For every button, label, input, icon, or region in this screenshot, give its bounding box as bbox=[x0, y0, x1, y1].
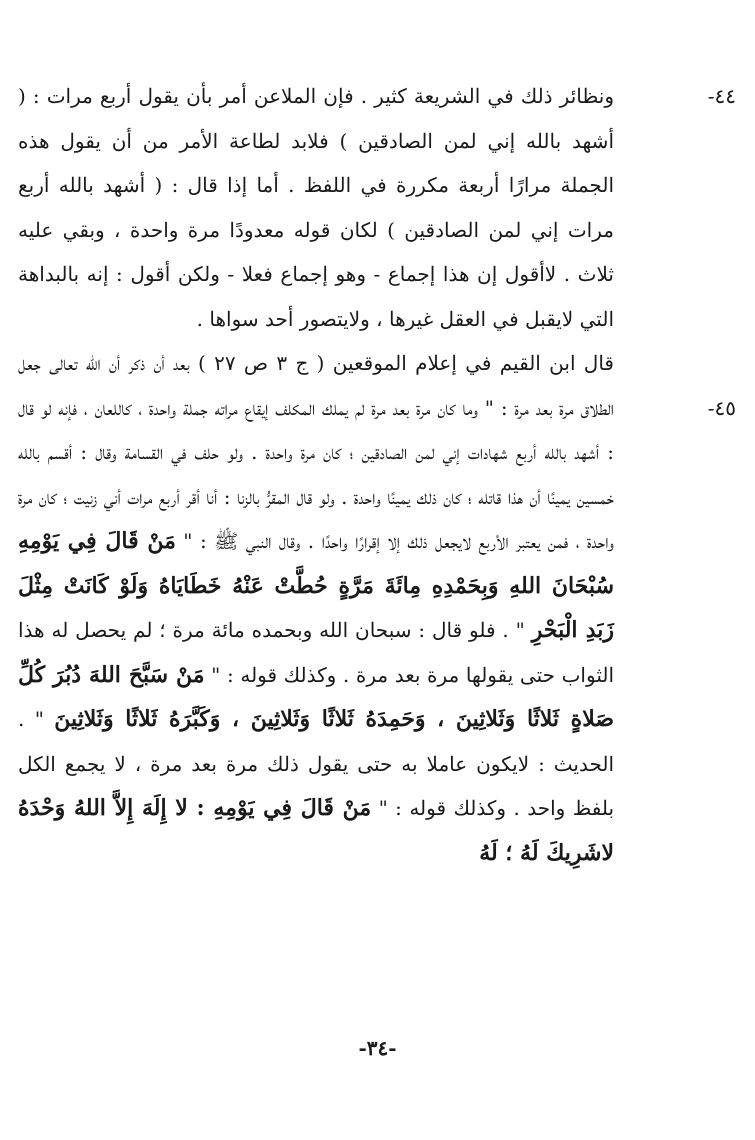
body-text bbox=[18, 74, 614, 875]
hadith-quote-1: مَنْ قَالَ فِي يَوْمِهِ سُبْحَانَ اللهِ وَبِحَمْدِهِ مِائَةَ مَرَّةٍ حُطَّتْ عَنْهُ خَطَايَاهُ وَلَوْ كَانَتْ مِثْلَ زَبَدِ الْبَحْرِ bbox=[18, 528, 614, 643]
hadith-quote-3: مَنْ قَالَ فِي يَوْمِهِ : لا إِلَهَ إِلاَّ اللهُ وَحْدَهُ لاشَرِيكَ لَهُ ؛ لَهُ bbox=[18, 795, 614, 866]
paragraph-number-45: ٤٥- bbox=[707, 395, 736, 420]
paragraph-45-text-3: " . الحديث : لايكون عاملا به حتى يقول ذلك مرة بعد مرة ، لا يجمع الكل بلفظ واحد . وكذلك قوله : " bbox=[18, 707, 615, 820]
paragraph-number-44: ٤٤- bbox=[707, 84, 736, 108]
paragraph-45-text-2: " . فلو قال : سبحان الله وبحمده مائة مرة ؛ لم يحصل له هذا الثواب حتى يقولها مرة بعد مرة . وكذلك قوله : " bbox=[18, 618, 615, 687]
page-number: -٣٤- bbox=[358, 1036, 397, 1060]
paragraph-45-text-1: قال ابن القيم في إعلام الموقعين ( ج ٣ ص ٢٧ ) بعد أن ذكر أن الله تعالى جعل الطلاق مرة بعد مرة : " وما كان مرة بعد مرة لم يملك المكلف إيقاع مراته جملة واحدة ، كاللعان ، فإنه لو قال : أشهد بالله أربع شهادات إني لمن الصادقين ؛ كان مرة واحدة . ولو حلف في القسامة وقال : أقسم بالله خمسين يمينًا أن هذا قاتله ؛ كان ذلك يمينًا واحدة . ولو قال المقرُّ بالزنا : أنا أقر أربع مرات أني زنيت ؛ كان مرة واحدة ، فمن يعتبر الأربع لايجعل ذلك إلا إقرارًا واحدًا . وقال النبي ﷺ : " bbox=[18, 351, 614, 553]
paragraph-44: ونظائر ذلك في الشريعة كثير . فإن الملاعن أمر بأن يقول أربع مرات : ( أشهد بالله إني لمن الصادقين ) فلابد لطاعة الأمر من أن يقول هذه الجملة مرارًا أربعة مكررة في اللفظ . أما إذا قال : ( أشهد بالله أربع مرات إني لمن الصادقين ) لكان قوله معدودًا مرة واحدة ، وبقي عليه ثلاث . لاأقول إن هذا إجماع - وهو إجماع فعلا - ولكن أقول : إنه بالبداهة التي لايقبل في العقل غيرها ، ولايتصور أحد سواها . bbox=[18, 84, 614, 331]
hadith-quote-2: مَنْ سَبَّحَ اللهَ دُبُرَ كُلِّ صَلاةٍ ثَلاثًا وَثَلاثِينَ ، وَحَمِدَهُ ثَلاثًا وَثَلاثِينَ ، وَكَبَّرَهُ ثَلاثًا وَثَلاثِينَ bbox=[18, 661, 615, 732]
paragraph-45 bbox=[18, 341, 614, 875]
